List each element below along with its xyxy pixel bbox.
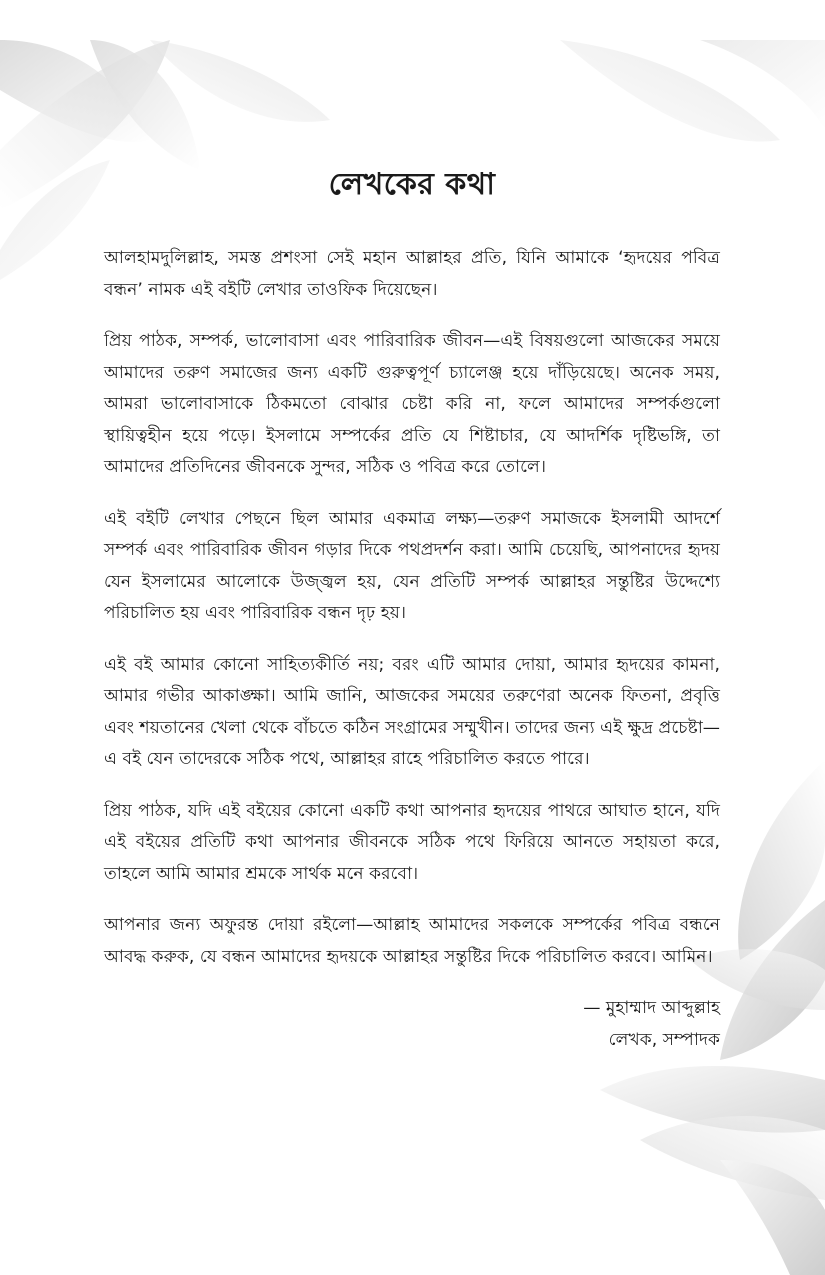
- signature-block: [104, 993, 720, 1056]
- author-role: লেখক, সম্পাদক: [608, 1029, 720, 1050]
- page-title: লেখকের কথা: [328, 167, 496, 202]
- author-name: — মুহাম্মাদ আব্দুল্লাহ: [583, 998, 720, 1018]
- paragraph: প্রিয় পাঠক, যদি এই বইয়ের কোনো একটি কথা আপনার হৃদয়ের পাথরে আঘাত হানে, যদি এই বইয়ের প্রতিটি কথা আপনার জীবনকে সঠিক পথে ফিরিয়ে আনতে সহায়তা করে, তাহলে আমি আমার শ্রমকে সার্থক মনে করবো।: [104, 800, 720, 884]
- paragraph: আপনার জন্য অফুরন্ত দোয়া রইলো—আল্লাহ আমাদের সকলকে সম্পর্কের পবিত্র বন্ধনে আবদ্ধ করুক, যে বন্ধন আমাদের হৃদয়কে আল্লাহর সন্তুষ্টির দিকে পরিচালিত করবে। আমিন।: [104, 915, 720, 967]
- paragraph: এই বইটি লেখার পেছনে ছিল আমার একমাত্র লক্ষ্য—তরুণ সমাজকে ইসলামী আদর্শে সম্পর্ক এবং পারিবারিক জীবন গড়ার দিকে পথপ্রদর্শন করা। আমি চেয়েছি, আপনাদের হৃদয় যেন ইসলামের আলোকে উজ্জ্বল হয়, যেন প্রতিটি সম্পর্ক আল্লাহর সন্তুষ্টির উদ্দেশ্যে পরিচালিত হয় এবং পারিবারিক বন্ধন দৃঢ় হয়।: [104, 508, 720, 623]
- paragraph: আলহামদুলিল্লাহ, সমস্ত প্রশংসা সেই মহান আল্লাহর প্রতি, যিনি আমাকে ‘হৃদয়ের পবিত্র বন্ধন’ নামক এই বইটি লেখার তাওফিক দিয়েছেন।: [104, 248, 720, 300]
- paragraph: প্রিয় পাঠক, সম্পর্ক, ভালোবাসা এবং পারিবারিক জীবন—এই বিষয়গুলো আজকের সময়ে আমাদের তরুণ সমাজের জন্য একটি গুরুত্বপূর্ণ চ্যালেঞ্জ হয়ে দাঁড়িয়েছে। অনেক সময়, আমরা ভালোবাসাকে ঠিকমতো বোঝার চেষ্টা করি না, ফলে আমাদের সম্পর্কগুলো স্থায়িত্বহীন হয়ে পড়ে। ইসলামে সম্পর্কের প্রতি যে শিষ্টাচার, যে আদর্শিক দৃষ্টিভঙ্গি, তা আমাদের প্রতিদিনের জীবনকে সুন্দর, সঠিক ও পবিত্র করে তোলে।: [104, 331, 720, 477]
- paragraph: এই বই আমার কোনো সাহিত্যকীর্তি নয়; বরং এটি আমার দোয়া, আমার হৃদয়ের কামনা, আমার গভীর আকাঙ্ক্ষা। আমি জানি, আজকের সময়ের তরুণেরা অনেক ফিতনা, প্রবৃত্তি এবং শয়তানের খেলা থেকে বাঁচতে কঠিন সংগ্রামের সম্মুখীন। তাদের জন্য এই ক্ষুদ্র প্রচেষ্টা—এ বই যেন তাদেরকে সঠিক পথে, আল্লাহর রাহে পরিচালিত করতে পারে।: [104, 654, 720, 769]
- page-content: [104, 160, 720, 1056]
